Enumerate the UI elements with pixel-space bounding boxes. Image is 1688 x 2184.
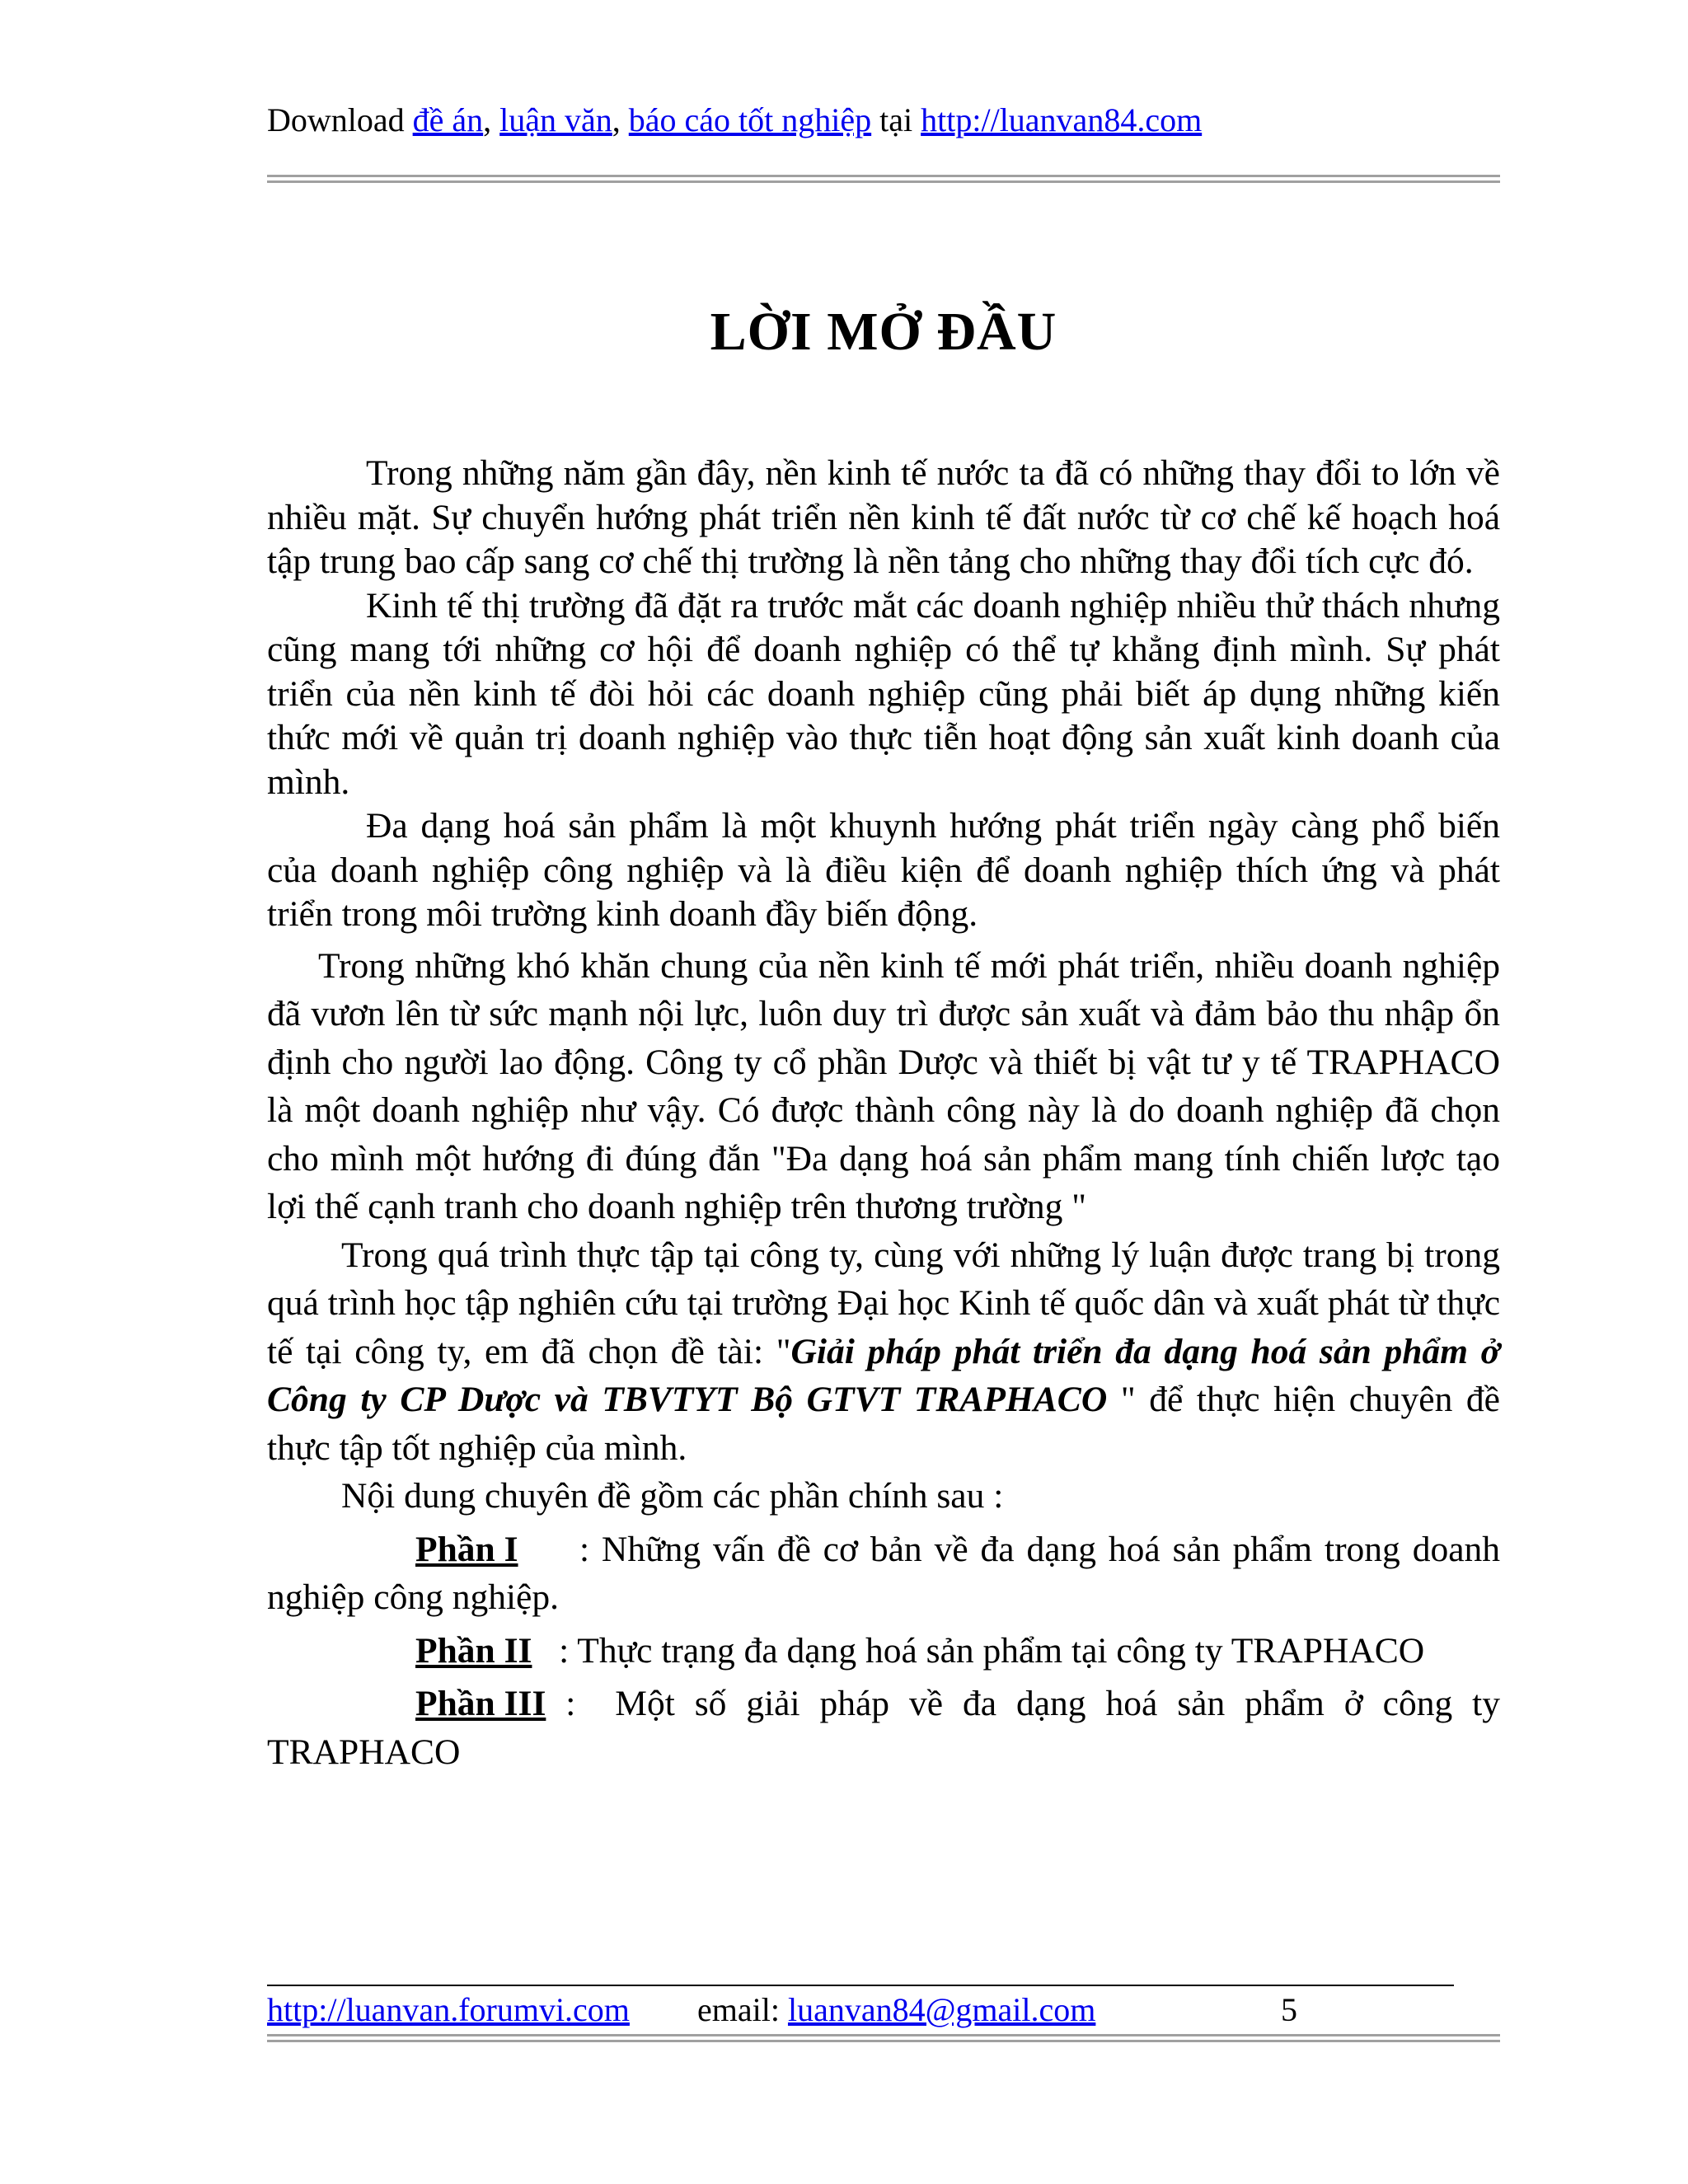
header-rule	[267, 180, 1500, 183]
email-label: email:	[697, 1991, 788, 2028]
paragraph: Trong những khó khăn chung của nền kinh tế mới phát triển, nhiều doanh nghiệp đã vươn lên từ sức mạnh nội lực, luôn duy trì được sản xuất và đảm bảo thu nhập ổn định cho người lao động. Công ty cổ phần Dược và thiết bị vật tư y tế TRAPHACO là một doanh nghiệp như vậy. Có được thành công này là do doanh nghiệp đã chọn cho mình một hướng đi đúng đắn "Đa dạng hoá sản phẩm mang tính chiến lược tạo lợi thế cạnh tranh cho doanh nghiệp trên thương trường "	[267, 945, 1500, 1226]
page-footer	[267, 1988, 1500, 2032]
header-separator: ,	[612, 101, 629, 138]
part-text: : Những vấn đề cơ bản về đa dạng hoá sản phẩm trong doanh nghiệp công nghiệp.	[267, 1529, 1509, 1617]
paragraph-text: Trong quá trình thực tập tại công ty, cùng với những lý luận được trang bị trong quá trình học tập nghiên cứu tại trường Đại học Kinh tế quốc dân và xuất phát từ thực tế tại công ty, em đã chọn đề tài: "	[267, 1235, 1500, 1371]
paragraph	[267, 1231, 1500, 1473]
thesis-topic: Giải pháp phát triển đa dạng hoá sản phẩm ở Công ty CP Dược và TBVTYT Bộ GTVT TRAPHACO	[267, 1331, 1500, 1419]
download-header	[267, 97, 1202, 143]
link-bao-cao[interactable]: báo cáo tốt nghiệp	[628, 101, 872, 138]
part-label: Phần II	[415, 1630, 532, 1671]
paragraph: Trong những năm gần đây, nền kinh tế nước ta đã có những thay đổi to lớn về nhiều mặt. Sự chuyển hướng phát triển nền kinh tế đất nước từ cơ chế kế hoạch hoá tập trung bao cấp sang cơ chế thị trường là nền tảng cho những thay đổi tích cực đó.	[267, 453, 1500, 581]
footer-email	[697, 1988, 1095, 2032]
paragraph: Kinh tế thị trường đã đặt ra trước mắt các doanh nghiệp nhiều thử thách nhưng cũng mang tới những cơ hội để doanh nghiệp có thể tự khẳng định mình. Sự phát triển của nền kinh tế đòi hỏi các doanh nghiệp cũng phải biết áp dụng những kiến thức mới về quản trị doanh nghiệp vào thực tiễn hoạt động sản xuất kinh doanh của mình.	[267, 585, 1500, 802]
header-separator: ,	[483, 101, 500, 138]
footer-site-link[interactable]: http://luanvan.forumvi.com	[267, 1991, 630, 2028]
link-luanvan84[interactable]: http://luanvan84.com	[921, 101, 1203, 138]
email-link[interactable]: luanvan84@gmail.com	[787, 1991, 1096, 2028]
link-de-an[interactable]: đề án	[412, 101, 484, 138]
part-item	[267, 1627, 1500, 1675]
header-rule	[267, 175, 1500, 177]
part-label: Phần III	[415, 1684, 546, 1723]
paragraph: Đa dạng hoá sản phẩm là một khuynh hướng phát triển ngày càng phổ biến của doanh nghiệp công nghiệp và là điều kiện để doanh nghiệp thích ứng và phát triển trong môi trường kinh doanh đầy biến động.	[267, 806, 1500, 934]
header-prefix: Download	[267, 101, 413, 138]
header-mid-text: tại	[871, 101, 921, 138]
footer-rule	[267, 2040, 1500, 2042]
paragraph-text: " để thực hiện chuyên đề thực tập tốt nghiệp của mình.	[267, 1380, 1500, 1468]
part-label: Phần I	[415, 1529, 518, 1569]
footer-rule	[267, 1985, 1454, 1986]
part-text: : Một số giải pháp về đa dạng hoá sản phẩm ở công ty TRAPHACO	[267, 1684, 1509, 1772]
part-item	[267, 1526, 1509, 1622]
page-title: LỜI MỞ ĐẦU	[710, 302, 1057, 362]
part-item	[267, 1680, 1509, 1776]
link-luan-van[interactable]: luận văn	[499, 101, 612, 138]
footer-rule	[267, 2034, 1500, 2036]
contents-intro: Nội dung chuyên đề gồm các phần chính sau :	[341, 1476, 1004, 1516]
part-text: : Thực trạng đa dạng hoá sản phẩm tại công ty TRAPHACO	[532, 1630, 1425, 1671]
body-text	[267, 452, 1509, 1776]
page-number: 5	[1281, 1991, 1297, 2028]
